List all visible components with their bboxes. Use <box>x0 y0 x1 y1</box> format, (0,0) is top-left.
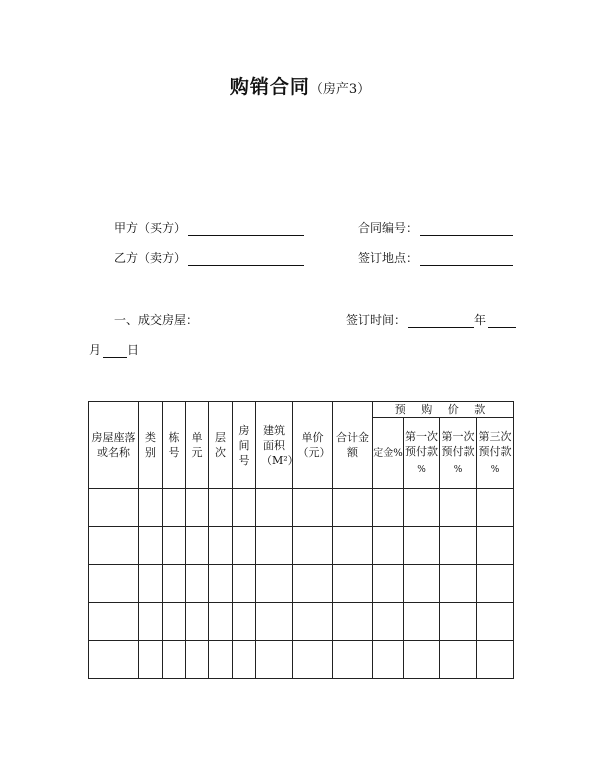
property-table <box>88 401 514 679</box>
header-deposit: 定金% <box>373 418 404 489</box>
party-a-label: 甲方（买方） <box>114 221 187 235</box>
title-suffix: （房产3） <box>309 82 371 97</box>
contract-no-field <box>358 219 513 236</box>
sign-place-blank[interactable] <box>420 251 513 266</box>
header-first-payment-a: 第一次预付款 % <box>404 418 440 489</box>
contract-no-label: 合同编号： <box>358 221 419 235</box>
sign-place-field <box>358 249 513 266</box>
header-total: 合计金额 <box>333 402 373 489</box>
table-row <box>89 641 514 679</box>
header-unit: 单元 <box>186 402 209 489</box>
sign-time-field <box>346 311 516 328</box>
month-day-field <box>89 341 139 358</box>
table-row <box>89 565 514 603</box>
party-a-blank[interactable] <box>188 221 304 236</box>
header-location: 房屋座落或名称 <box>89 402 139 489</box>
party-b-blank[interactable] <box>188 251 304 266</box>
party-b-label: 乙方（卖方） <box>114 251 187 265</box>
sign-time-label: 签订时间： <box>346 313 407 327</box>
party-b-field <box>114 249 304 266</box>
header-room: 房间号 <box>233 402 256 489</box>
header-category: 类别 <box>139 402 163 489</box>
contract-no-blank[interactable] <box>420 221 513 236</box>
section-one-label: 一、成交房屋： <box>114 313 199 327</box>
header-area: 建筑面积（M²） <box>256 402 293 489</box>
table-row <box>89 603 514 641</box>
header-prepayment: 预 购 价 款 <box>373 402 514 418</box>
sign-place-label: 签订地点： <box>358 251 419 265</box>
section-one <box>114 311 198 328</box>
table-row <box>89 489 514 527</box>
sign-day-blank[interactable] <box>103 343 127 358</box>
title-main: 购销合同 <box>229 76 310 98</box>
table-row <box>89 527 514 565</box>
day-label: 日 <box>127 343 140 357</box>
month-label: 月 <box>89 343 102 357</box>
sign-year-blank[interactable] <box>408 313 474 328</box>
header-unit-price: 单价（元） <box>293 402 333 489</box>
party-a-field <box>114 219 304 236</box>
header-third-payment: 第三次预付款 % <box>477 418 514 489</box>
header-floor: 层次 <box>209 402 233 489</box>
header-building: 栋号 <box>163 402 186 489</box>
sign-month-pre-blank[interactable] <box>488 313 516 328</box>
document-title <box>0 72 600 99</box>
year-label: 年 <box>474 313 487 327</box>
header-first-payment-b: 第一次预付款 % <box>440 418 477 489</box>
